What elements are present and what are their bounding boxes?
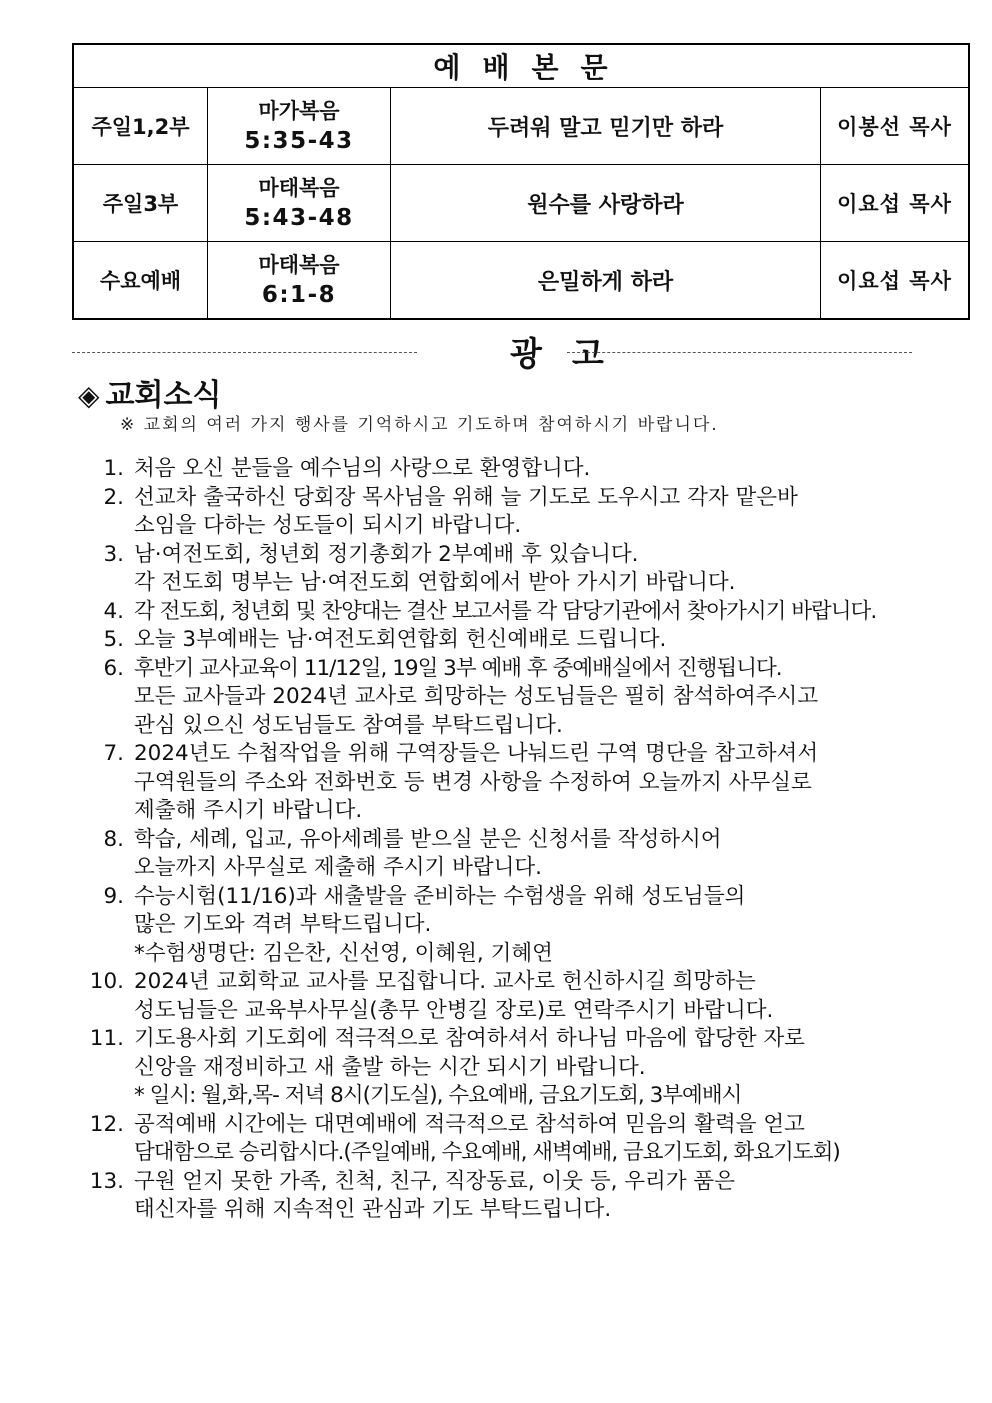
announcement-line: 오늘 3부예배는 남·여전도회연합회 헌신예배로 드립니다.: [134, 627, 667, 652]
announcement-line: 후반기 교사교육이 11/12일, 19일 3부 예배 후 중예배실에서 진행됩니다.: [134, 655, 782, 681]
announcement-number: 5.: [103, 627, 124, 652]
announcement-line: 구원 얻지 못한 가족, 친척, 친구, 직장동료, 이웃 등, 우리가 품은: [134, 1168, 735, 1194]
announcement-line: 처음 오신 분들을 예수님의 사랑으로 환영합니다.: [134, 456, 591, 481]
announcement-line: 2024년 교회학교 교사를 모집합니다. 교사로 헌신하시길 희망하는: [134, 969, 756, 994]
announcement-line: * 일시: 월,화,목- 저녁 8시(기도실), 수요예배, 금요기도회, 3부예배시: [134, 1083, 742, 1108]
church-news-title: 교회소식: [105, 378, 222, 413]
church-news-note: ※ 교회의 여러 가지 행사를 기억하시고 기도하며 참여하시기 바랍니다.: [120, 415, 719, 435]
announcement-number: 13.: [89, 1168, 124, 1194]
worship-row: [73, 88, 969, 165]
announcement-text: [134, 1168, 894, 1225]
announcement-item: [72, 968, 972, 1025]
announcement-line: 많은 기도와 격려 부탁드립니다.: [134, 912, 432, 937]
announcement-list: [72, 455, 972, 1225]
service-name: 주일1,2부: [73, 88, 208, 165]
worship-table: [72, 43, 970, 320]
announcement-line: 모든 교사들과 2024년 교사로 희망하는 성도님들은 필히 참석하여주시고: [134, 684, 819, 709]
announcement-text: [134, 883, 894, 969]
worship-row: [73, 242, 969, 320]
announcement-item: [72, 455, 972, 484]
scripture-reference: [208, 88, 391, 165]
service-name: 수요예배: [73, 242, 208, 320]
worship-row: [73, 165, 969, 242]
announcement-number: 6.: [103, 655, 124, 681]
announcement-line: 수능시험(11/16)과 새출발을 준비하는 수험생을 위해 성도님들의: [134, 883, 746, 909]
announcement-text: [134, 826, 894, 883]
pastor-name: 이요섭 목사: [821, 165, 970, 242]
announcement-text: [134, 598, 894, 627]
announcement-number: 3.: [103, 541, 124, 567]
diamond-bullet-icon: ◈: [78, 379, 100, 412]
announcement-line: 공적예배 시간에는 대면예배에 적극적으로 참석하여 믿음의 활력을 얻고: [134, 1111, 805, 1137]
announcement-number: 12.: [89, 1111, 124, 1137]
sermon-title: 두려워 말고 믿기만 하라: [391, 88, 821, 165]
announcement-text: [134, 484, 894, 541]
announcement-line: 기도용사회 기도회에 적극적으로 참여하셔서 하나님 마음에 합당한 자로: [134, 1026, 805, 1051]
announcement-line: 담대함으로 승리합시다.(주일예배, 수요예배, 새벽예배, 금요기도회, 화요기도회): [134, 1140, 840, 1165]
announcement-item: [72, 826, 972, 883]
divider-right: [567, 352, 912, 353]
announcement-line: 신앙을 재정비하고 새 출발 하는 시간 되시기 바랍니다.: [134, 1054, 646, 1080]
announcement-item: [72, 484, 972, 541]
announcement-line: 2024년도 수첩작업을 위해 구역장들은 나눠드린 구역 명단을 참고하셔서: [134, 741, 819, 766]
announcement-line: 각 전도회 명부는 남·여전도회 연합회에서 받아 가시기 바랍니다.: [134, 570, 736, 595]
announcement-line: 태신자를 위해 지속적인 관심과 기도 부탁드립니다.: [134, 1197, 612, 1222]
announcement-text: [134, 655, 894, 741]
scripture-book: 마태복음: [258, 176, 340, 200]
scripture-book: 마가복음: [258, 99, 340, 123]
announcement-item: [72, 1168, 972, 1225]
announcement-line: 오늘까지 사무실로 제출해 주시기 바랍니다.: [134, 855, 543, 880]
announcement-text: [134, 1111, 894, 1168]
announcement-item: [72, 598, 972, 627]
announcement-line: 구역원들의 주소와 전화번호 등 변경 사항을 수정하여 오늘까지 사무실로: [134, 769, 812, 795]
announcement-line: 남·여전도회, 청년회 정기총회가 2부예배 후 있습니다.: [134, 541, 639, 567]
announcement-line: *수험생명단: 김은찬, 신선영, 이혜원, 기혜연: [134, 940, 553, 966]
worship-table-title: 예배본문: [73, 44, 969, 88]
sermon-title: 은밀하게 하라: [391, 242, 821, 320]
announcement-text: [134, 455, 894, 484]
scripture-verse: 5:35-43: [244, 128, 354, 154]
announcement-item: [72, 883, 972, 969]
announcement-line: 관심 있으신 성도님들도 참여를 부탁드립니다.: [134, 712, 563, 738]
announcement-number: 1.: [103, 456, 124, 481]
scripture-reference: [208, 165, 391, 242]
service-name: 주일3부: [73, 165, 208, 242]
announcement-number: 8.: [103, 826, 124, 852]
pastor-name: 이봉선 목사: [821, 88, 970, 165]
announcement-line: 성도님들은 교육부사무실(총무 안병길 장로)로 연락주시기 바랍니다.: [134, 997, 774, 1023]
announcement-number: 9.: [103, 883, 124, 909]
announcement-number: 7.: [103, 741, 124, 766]
announcement-text: [134, 968, 894, 1025]
announcement-item: [72, 1025, 972, 1111]
divider-left: [72, 352, 417, 353]
announcement-text: [134, 1025, 894, 1111]
announcement-item: [72, 740, 972, 826]
announcement-text: [134, 740, 894, 826]
announcement-number: 10.: [89, 969, 124, 994]
announcement-item: [72, 1111, 972, 1168]
announcement-item: [72, 626, 972, 655]
announcement-number: 2.: [103, 484, 124, 510]
scripture-book: 마태복음: [258, 253, 340, 277]
announcement-line: 소임을 다하는 성도들이 되시기 바랍니다.: [134, 513, 522, 538]
scripture-verse: 5:43-48: [244, 205, 354, 231]
announcement-item: [72, 655, 972, 741]
announcement-number: 4.: [103, 598, 124, 624]
announcements-title: 광고: [510, 334, 634, 373]
announcement-line: 학습, 세례, 입교, 유아세례를 받으실 분은 신청서를 작성하시어: [134, 826, 722, 852]
announcement-number: 11.: [89, 1026, 124, 1051]
pastor-name: 이요섭 목사: [821, 242, 970, 320]
announcement-line: 제출해 주시기 바랍니다.: [134, 798, 363, 823]
scripture-verse: 6:1-8: [261, 282, 337, 308]
announcement-line: 각 전도회, 청년회 및 찬양대는 결산 보고서를 각 담당기관에서 찾아가시기 바랍니다.: [134, 598, 877, 624]
announcement-text: [134, 626, 894, 655]
church-news-heading: [78, 370, 221, 414]
announcement-line: 선교차 출국하신 당회장 목사님을 위해 늘 기도로 도우시고 각자 맡은바: [134, 484, 798, 510]
worship-table-container: [72, 43, 970, 320]
sermon-title: 원수를 사랑하라: [391, 165, 821, 242]
announcements-header: [72, 328, 912, 373]
announcement-item: [72, 541, 972, 598]
scripture-reference: [208, 242, 391, 320]
announcement-text: [134, 541, 894, 598]
